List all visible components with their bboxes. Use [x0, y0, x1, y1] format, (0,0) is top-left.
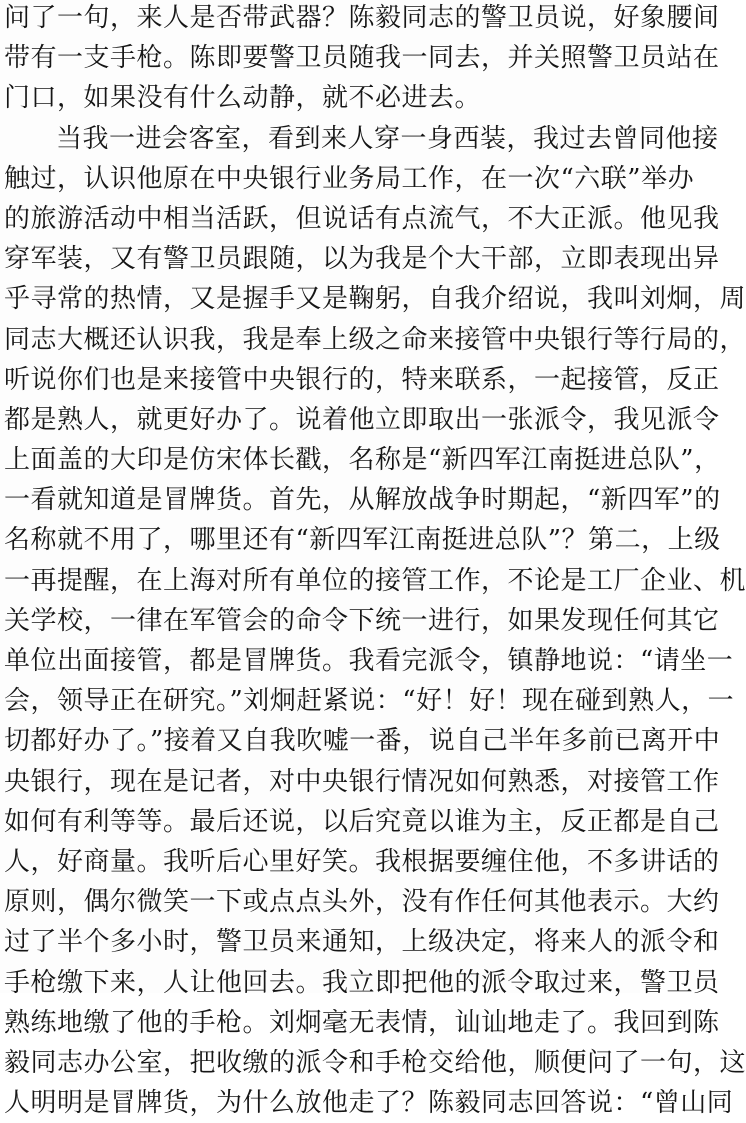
text-line-2: 带有一支手枪。陈即要警卫员随我一同去，并关照警卫员站在: [4, 43, 720, 74]
text-line-17: 单位出面接管，都是冒牌货。我看完派令，镇静地说：“请坐一: [4, 646, 734, 676]
text-line-23: 原则，偶尔微笑一下或点点头外，没有作任何其他表示。大约: [4, 887, 720, 918]
text-line-20: 央银行，现在是记者，对中央银行情况如何熟悉，对接管工作: [4, 766, 720, 797]
text-line-22: 人，好商量。我听后心里好笑。我根据要缠住他，不多讲话的: [4, 846, 720, 877]
text-line-3: 门口，如果没有什么动静，就不必进去。: [4, 83, 482, 114]
text-line-24: 过了半个多小时，警卫员来通知，上级决定，将来人的派令和: [4, 927, 720, 958]
text-line-10: 听说你们也是来接管中央银行的，特来联系，一起接管，反正: [4, 364, 720, 395]
text-line-7: 穿军装，又有警卫员跟随，以为我是个大干部，立即表现出异: [4, 244, 720, 275]
text-line-21: 如何有利等等。最后还说，以后究竟以谁为主，反正都是自己: [4, 806, 720, 837]
text-line-13: 一看就知道是冒牌货。首先，从解放战争时期起，“新四军”的: [4, 485, 721, 516]
text-line-19: 切都好办了。”接着又自我吹嘘一番，说自己半年多前已离开中: [4, 726, 721, 757]
text-line-11: 都是熟人，就更好办了。说着他立即取出一张派令，我见派令: [4, 404, 720, 435]
text-line-25: 手枪缴下来，人让他回去。我立即把他的派令取过来，警卫员: [4, 967, 720, 998]
text-line-1: 问了一句，来人是否带武器？陈毅同志的警卫员说，好象腰间: [4, 3, 720, 33]
text-line-5: 触过，认识他原在中央银行业务局工作，在一次“六联”举办: [4, 163, 695, 194]
text-line-9: 同志大概还认识我，我是奉上级之命来接管中央银行等行局的，: [4, 324, 746, 355]
text-line-8: 乎寻常的热情，又是握手又是鞠躬，自我介绍说，我叫刘炯，周: [4, 284, 746, 315]
text-line-28: 人明明是冒牌货，为什么放他走了？陈毅同志回答说：“曾山同: [4, 1088, 734, 1119]
text-line-26: 熟练地缴了他的手枪。刘炯毫无表情，讪讪地走了。我回到陈: [4, 1007, 720, 1038]
text-line-4: 当我一进会客室，看到来人穿一身西装，我过去曾同他接: [56, 123, 719, 154]
text-line-15: 一再提醒，在上海对所有单位的接管工作，不论是工厂企业、机: [4, 565, 746, 596]
text-line-6: 的旅游活动中相当活跃，但说话有点流气，不大正派。他见我: [4, 203, 720, 234]
text-line-27: 毅同志办公室，把收缴的派令和手枪交给他，顺便问了一句，这: [4, 1047, 746, 1078]
text-line-12: 上面盖的大印是仿宋体长戳，名称是“新四军江南挺进总队”，: [4, 445, 721, 476]
text-line-18: 会，领导正在研究。”刘炯赶紧说：“好！好！现在碰到熟人，一: [4, 686, 735, 717]
text-line-16: 关学校，一律在军管会的命令下统一进行，如果发现任何其它: [4, 605, 720, 636]
text-line-14: 名称就不用了，哪里还有“新四军江南挺进总队”？第二，上级: [4, 525, 721, 556]
